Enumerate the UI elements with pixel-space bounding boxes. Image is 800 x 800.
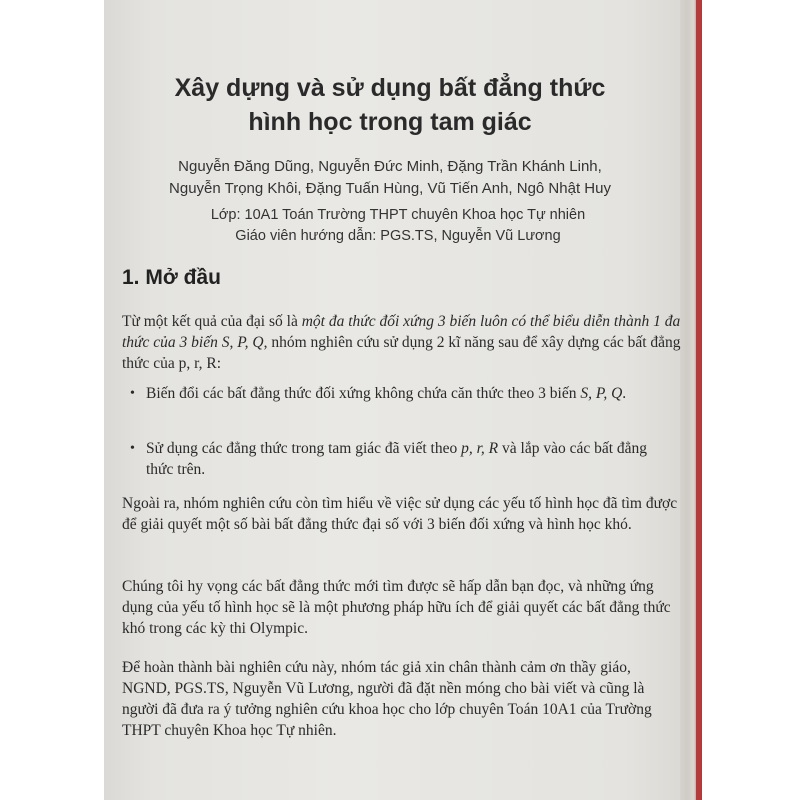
section-heading: 1. Mở đầu: [122, 266, 221, 289]
bullet-icon: •: [130, 386, 135, 401]
bullet-1-math: S, P, Q: [580, 385, 623, 402]
paragraph-4: Để hoàn thành bài nghiên cứu này, nhóm tác giả xin chân thành cảm ơn thầy giáo, NGND, PGS.TS, Nguyễn Vũ Lương, người đã đặt nền móng cho bài viết và cũng là người đã đưa ra ý tưởng nghiên cứu khoa học cho lớp chuyên Toán 10A1 của Trường THPT chuyên Khoa học Tự nhiên.: [122, 659, 652, 739]
bullet-icon: •: [130, 441, 135, 456]
advisor: Giáo viên hướng dẫn: PGS.TS, Nguyễn Vũ Lương: [235, 228, 561, 244]
authors-line-1: Nguyễn Đăng Dũng, Nguyễn Đức Minh, Đặng Trần Khánh Linh,: [178, 158, 602, 175]
bullet-2-text: Sử dụng các đẳng thức trong tam giác đã viết theo: [146, 440, 462, 457]
bullet-item-2: [130, 438, 666, 480]
paragraph-2: Ngoài ra, nhóm nghiên cứu còn tìm hiểu về việc sử dụng các yếu tố hình học đã tìm được để giải quyết một số bài bất đẳng thức đại số với 3 biến đối xứng và hình học khó.: [122, 495, 678, 533]
intro-tail: , nhóm nghiên cứu sử dụng 2 kĩ năng sau để xây dựng các bất đẳng thức của p, r, R:: [122, 334, 681, 372]
title-line-1: Xây dựng và sử dụng bất đẳng thức: [174, 74, 606, 102]
bullet-item-1: [130, 383, 666, 404]
intro-paragraph: [122, 311, 682, 374]
background-right: [700, 0, 800, 800]
paragraph-3: Chúng tôi hy vọng các bất đẳng thức mới tìm được sẽ hấp dẫn bạn đọc, và những ứng dụng của yếu tố hình học sẽ là một phương pháp hữu ích để giải quyết các bất đẳng thức khó trong các kỳ thi Olympic.: [122, 578, 671, 637]
bullet-1-end: .: [622, 385, 627, 402]
bullet-2-math: p, r, R: [461, 440, 499, 457]
bullet-1-text: Biến đổi các bất đẳng thức đối xứng không chứa căn thức theo 3 biến: [146, 385, 581, 402]
background-left: [0, 0, 104, 800]
bullet-2-end: và lắp vào các bất đẳng thức trên.: [146, 440, 648, 478]
affiliation: Lớp: 10A1 Toán Trường THPT chuyên Khoa học Tự nhiên: [210, 207, 586, 223]
authors-line-2: Nguyễn Trọng Khôi, Đặng Tuấn Hùng, Vũ Tiến Anh, Ngô Nhật Huy: [169, 180, 611, 197]
book-cover-edge: [696, 0, 702, 800]
intro-lead: Từ một kết quả của đại số là: [122, 313, 302, 330]
intro-italic: một đa thức đối xứng 3 biến luôn có thể biểu diễn thành 1 đa thức của 3 biến S, P, Q: [122, 313, 681, 351]
title-line-2: hình học trong tam giác: [248, 108, 532, 136]
